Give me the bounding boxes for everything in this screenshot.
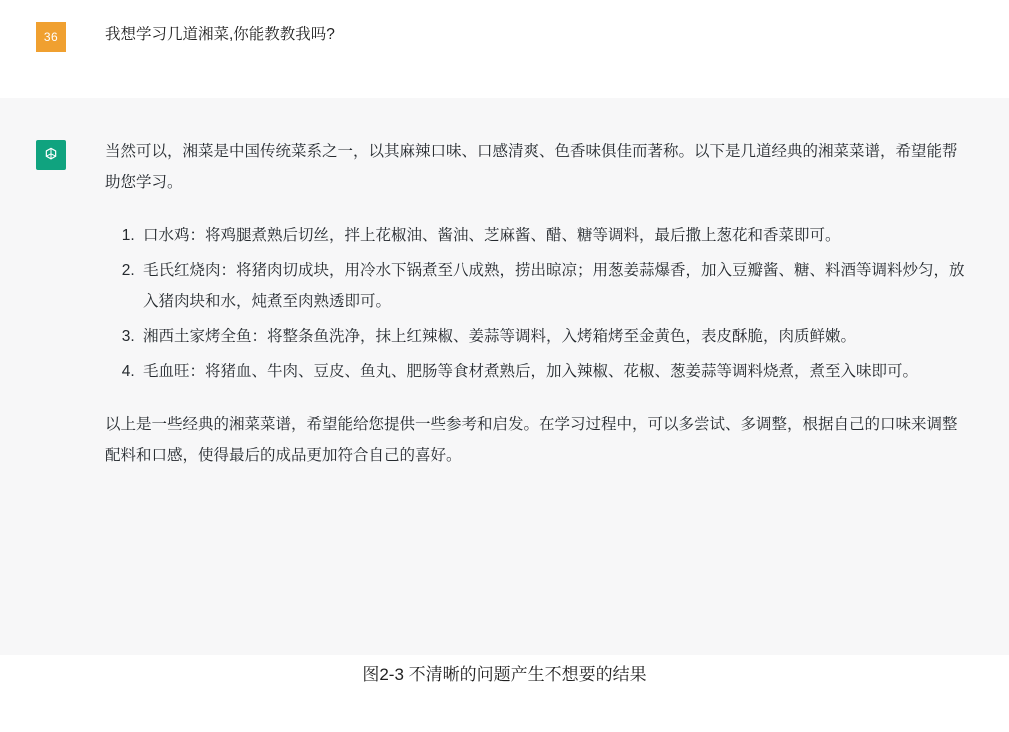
figure-caption: 图2-3 不清晰的问题产生不想要的结果 xyxy=(362,665,647,684)
user-avatar: 36 xyxy=(36,22,66,52)
list-item: 1. 口水鸡：将鸡腿煮熟后切丝，拌上花椒油、酱油、芝麻酱、醋、糖等调料，最后撒上葱花和香菜即可。 xyxy=(139,220,965,251)
user-message-text: 我想学习几道湘菜,你能教教我吗? xyxy=(105,26,335,43)
recipe-list xyxy=(105,220,965,387)
list-item: 3. 湘西土家烤全鱼：将整条鱼洗净，抹上红辣椒、姜蒜等调料，入烤箱烤至金黄色，表皮酥脆，肉质鲜嫩。 xyxy=(139,321,965,352)
list-item: 4. 毛血旺：将猪血、牛肉、豆皮、鱼丸、肥肠等食材煮熟后，加入辣椒、花椒、葱姜蒜等调料烧煮，煮至入味即可。 xyxy=(139,356,965,387)
assistant-message-body xyxy=(105,136,965,471)
openai-logo-icon xyxy=(36,140,66,170)
user-message-row xyxy=(0,0,1009,98)
assistant-closing-paragraph: 以上是一些经典的湘菜菜谱，希望能给您提供一些参考和启发。在学习过程中，可以多尝试、多调整，根据自己的口味来调整配料和口感，使得最后的成品更加符合自己的喜好。 xyxy=(105,416,958,464)
list-item: 2. 毛氏红烧肉：将猪肉切成块，用冷水下锅煮至八成熟，捞出晾凉；用葱姜蒜爆香，加入豆瓣酱、糖、料酒等调料炒匀，放入猪肉块和水，炖煮至肉熟透即可。 xyxy=(139,255,965,317)
assistant-intro-paragraph: 当然可以，湘菜是中国传统菜系之一，以其麻辣口味、口感清爽、色香味俱佳而著称。以下是几道经典的湘菜菜谱，希望能帮助您学习。 xyxy=(105,143,958,191)
assistant-message-row xyxy=(0,98,1009,655)
